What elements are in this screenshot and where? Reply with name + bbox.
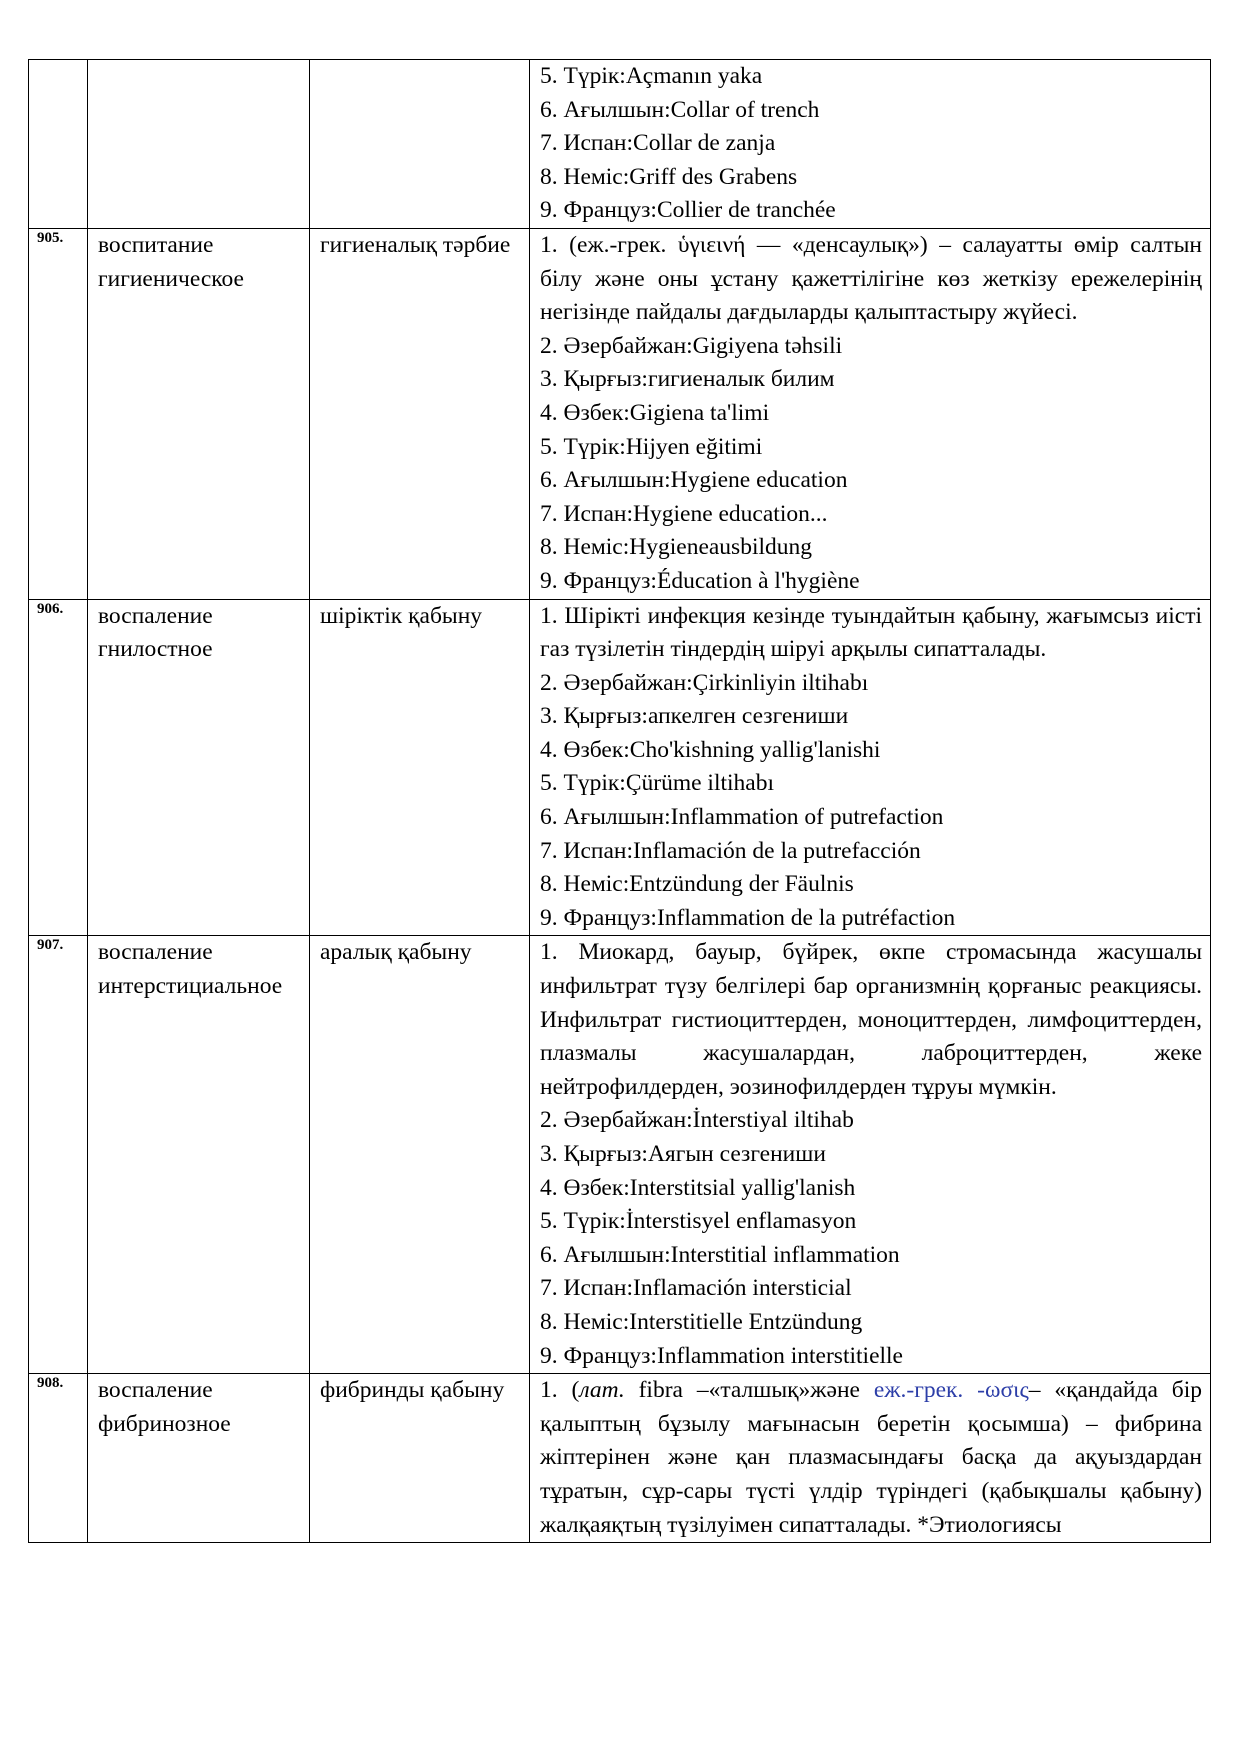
greek-suffix: еж.-грек. -ωσις [873, 1377, 1029, 1404]
kazakh-term [310, 60, 530, 229]
table-row [29, 599, 1211, 936]
translation-line: 8. Неміс:Entzündung der Fäulnis [540, 871, 854, 898]
translation-line: 8. Неміс:Hygieneausbildung [540, 534, 813, 561]
entry-number [29, 60, 88, 229]
definition-cell [530, 228, 1211, 599]
translation-line: 2. Әзербайжан:İnterstiyal iltihab [540, 1107, 854, 1134]
translation-line: 5. Түрік:Çürüme iltihabı [540, 770, 774, 797]
kazakh-term: фибринды қабыну [310, 1374, 530, 1543]
table-row [29, 936, 1211, 1374]
definition-text [540, 1374, 1202, 1542]
table-row [29, 228, 1211, 599]
translation-line: 3. Қырғыз:гигиеналык билим [540, 366, 835, 393]
translation-line: 6. Ағылшын:Collar of trench [540, 96, 820, 123]
translation-line: 5. Түрік:Hijyen eğitimi [540, 433, 763, 460]
translation-line: 7. Испан:Collar de zanja [540, 130, 776, 157]
translation-line: 4. Өзбек:Gigiena ta'limi [540, 399, 770, 426]
russian-term: воспитание гигиеническое [88, 228, 310, 599]
translation-line: 4. Өзбек:Interstitsial yallig'lanish [540, 1174, 856, 1201]
entry-number: 906. [29, 599, 88, 936]
translation-line: 2. Әзербайжан:Gigiyena təhsili [540, 332, 843, 359]
russian-term [88, 60, 310, 229]
russian-term: воспаление фибринозное [88, 1374, 310, 1543]
definition-text: 1. Миокард, бауыр, бүйрек, өкпе стромасында жасушалы инфильтрат түзу белгілері бар организмнің қорғаныс реакциясы. Инфильтрат гистиоциттерден, моноциттерден, лимфоциттерден, плазмалы жасушалардан, лаброциттерден, жеке нейтрофилдерден, эозинофилдерден тұруы мүмкін. [540, 939, 1202, 1100]
entry-number: 907. [29, 936, 88, 1374]
translation-line: 5. Түрік:İnterstisyel enflamasyon [540, 1208, 857, 1235]
definition-cell [530, 1374, 1211, 1543]
translation-line: 7. Испан:Hygiene education... [540, 500, 828, 527]
definition-text: 1. Шірікті инфекция кезінде туындайтын қабыну, жағымсыз иісті газ түзілетін тіндердің шіруі арқылы сипатталады. [540, 602, 1202, 663]
translation-line: 8. Неміс:Interstitielle Entzündung [540, 1308, 863, 1335]
entry-number: 905. [29, 228, 88, 599]
translation-line: 7. Испан:Inflamación de la putrefacción [540, 837, 921, 864]
definition-cell [530, 599, 1211, 936]
latin-abbrev: лат. [579, 1377, 625, 1404]
translation-line: 9. Француз:Collier de tranchée [540, 197, 836, 224]
entry-number: 908. [29, 1374, 88, 1543]
translation-line: 3. Қырғыз:апкелген сезгениши [540, 703, 849, 730]
translation-line: 6. Ағылшын:Interstitial inflammation [540, 1241, 900, 1268]
definition-part: – «қандайда бір қалыптың бұзылу мағынасын беретін қосымша) – фибрина жіптерінен және қан плазмасындағы басқа да ақуыздардан тұратын, сұр-сары түсті үлдір түріндегі (қабықшалы қабыну) жалқаяқтың түзілуімен сипатталады. *Этиологиясы [540, 1377, 1202, 1538]
definition-part: 1. ( [540, 1377, 580, 1404]
kazakh-term: гигиеналық тәрбие [310, 228, 530, 599]
definition-part: fibra –«талшық»және [624, 1377, 874, 1404]
definition-cell [530, 60, 1211, 229]
translation-line: 8. Неміс:Griff des Grabens [540, 163, 798, 190]
table-row [29, 60, 1211, 229]
russian-term: воспаление гнилостное [88, 599, 310, 936]
definition-cell [530, 936, 1211, 1374]
kazakh-term: шіріктік қабыну [310, 599, 530, 936]
kazakh-term: аралық қабыну [310, 936, 530, 1374]
translation-line: 7. Испан:Inflamación intersticial [540, 1275, 852, 1302]
definition-text: 1. (еж.-грек. ὑγιεινή — «денсаулық») – салауатты өмір салтын білу және оны ұстану қажеттілігіне көз жеткізу ережелерінің негізінде пайдалы дағдыларды қалыптастыру жүйесі. [540, 231, 1202, 326]
translation-line: 3. Қырғыз:Аягын сезгениши [540, 1141, 826, 1167]
translation-line: 9. Француз:Inflammation de la putréfaction [540, 904, 956, 931]
translation-line: 6. Ағылшын:Inflammation of putrefaction [540, 804, 944, 831]
russian-term: воспаление интерстициальное [88, 936, 310, 1374]
translation-line: 2. Әзербайжан:Çirkinliyin iltihabı [540, 669, 869, 696]
translation-line: 5. Түрік:Açmanın yaka [540, 63, 763, 89]
translation-line: 4. Өзбек:Cho'kishning yallig'lanishi [540, 736, 881, 763]
table-row [29, 1374, 1211, 1543]
dictionary-table [28, 59, 1211, 1543]
translation-line: 9. Француз:Inflammation interstitielle [540, 1342, 903, 1369]
translation-line: 6. Ағылшын:Hygiene education [540, 467, 848, 494]
translation-line: 9. Француз:Éducation à l'hygiène [540, 567, 860, 594]
